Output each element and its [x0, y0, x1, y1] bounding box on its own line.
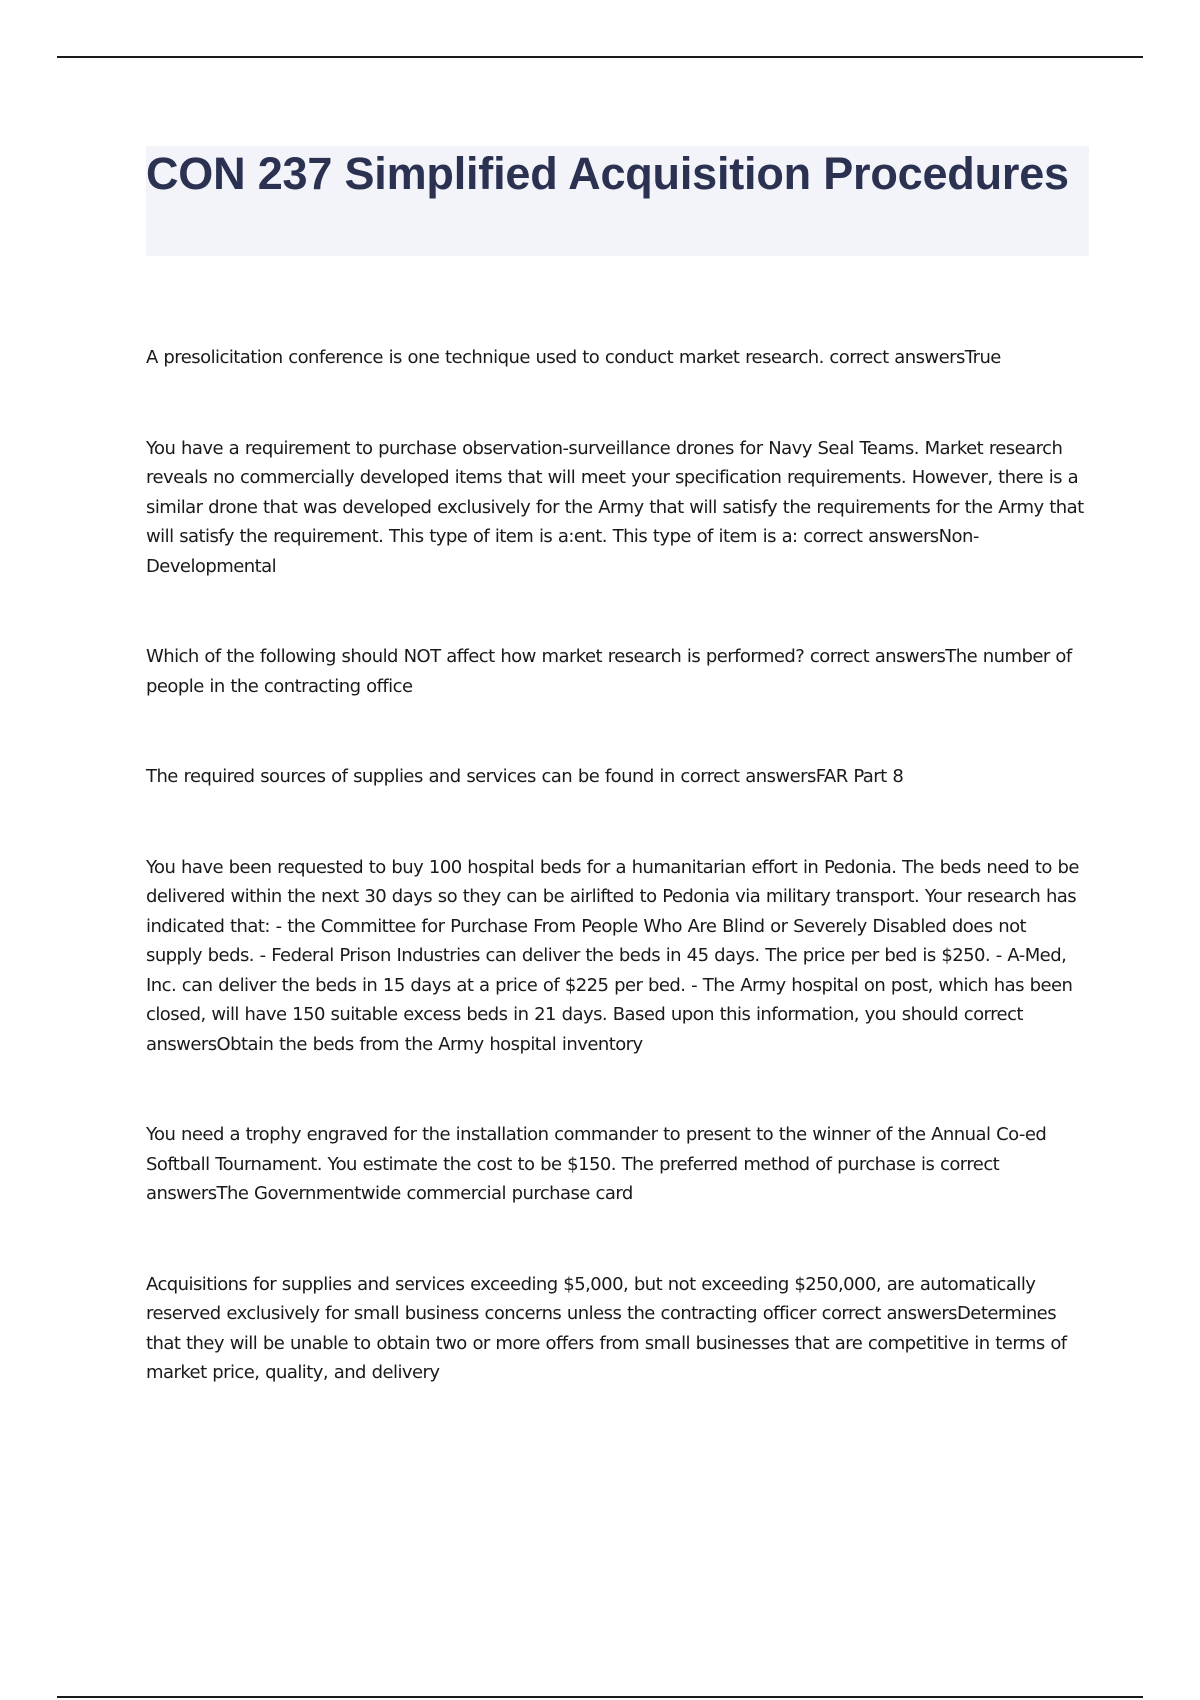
qa-list: [146, 343, 1086, 1388]
qa-item-4: The required sources of supplies and services can be found in correct answersFAR Part 8: [146, 766, 904, 787]
qa-item-3: Which of the following should NOT affect how market research is performed? correct answersThe number of people in the contracting office: [146, 646, 1072, 697]
qa-item-7: Acquisitions for supplies and services exceeding $5,000, but not exceeding $250,000, are automatically reserved exclusively for small business concerns unless the contracting officer correct answersDetermines that they will be unable to obtain two or more offers from small businesses that are competitive in terms of market price, quality, and delivery: [146, 1273, 1067, 1383]
qa-item-6: You need a trophy engraved for the installation commander to present to the winner of the Annual Co-ed Softball Tournament. You estimate the cost to be $150. The preferred method of purchase is correct answersThe Governmentwide commercial purchase card: [146, 1124, 1047, 1204]
qa-item-5: You have been requested to buy 100 hospital beds for a humanitarian effort in Pedonia. The beds need to be delivered within the next 30 days so they can be airlifted to Pedonia via military transport. Your research has indicated that: - the Committee for Purchase From People Who Are Blind or Severely Disabled does not supply beds. - Federal Prison Industries can deliver the beds in 45 days. The price per bed is $250. - A-Med, Inc. can deliver the beds in 15 days at a price of $225 per bed. - The Army hospital on post, which has been closed, will have 150 suitable excess beds in 21 days. Based upon this information, you should correct answersObtain the beds from the Army hospital inventory: [146, 856, 1079, 1055]
top-divider: [57, 56, 1143, 58]
bottom-divider: [57, 1696, 1143, 1698]
qa-item-1: A presolicitation conference is one technique used to conduct market research. correct answersTrue: [146, 347, 1001, 368]
page-title: CON 237 Simplified Acquisition Procedures: [146, 148, 1069, 199]
qa-item-2: You have a requirement to purchase observation-surveillance drones for Navy Seal Teams. Market research reveals no commercially developed items that will meet your specification requirements. However, there is a similar drone that was developed exclusively for the Army that will satisfy the requirements for the Army that will satisfy the requirement. This type of item is a:ent. This type of item is a: correct answersNon-Developmental: [146, 437, 1084, 577]
title-banner: [146, 146, 1089, 256]
